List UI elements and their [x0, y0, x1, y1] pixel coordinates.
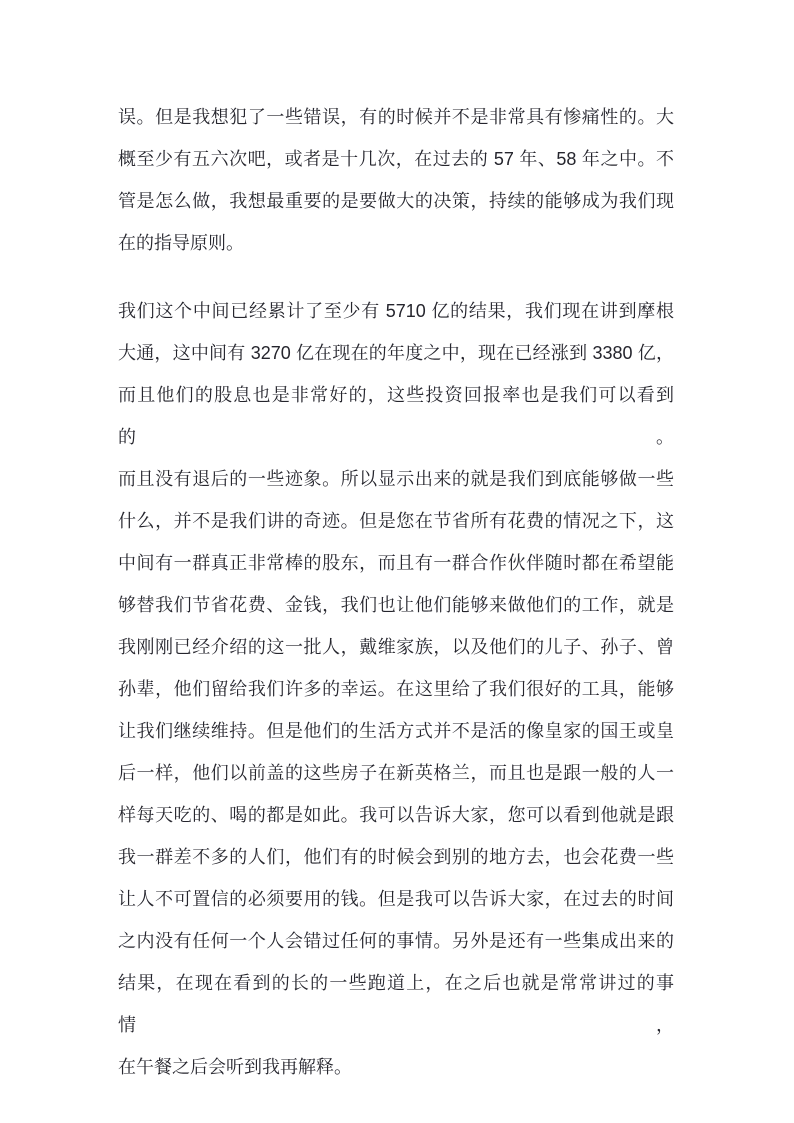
- text-line: 结果，在现在看到的长的一些跑道上，在之后也就是常常讲过的事情，: [118, 973, 674, 1035]
- text-line: 之内没有任何一个人会错过任何的事情。另外是还有一些集成出来的: [118, 931, 674, 951]
- text-line: 让我们继续维持。但是他们的生活方式并不是活的像皇家的国王或皇: [118, 721, 674, 741]
- text-line: 概至少有五六次吧，或者是十几次，在过去的 57 年、58 年之中。不: [118, 149, 674, 169]
- text-line: 在的指导原则。: [118, 233, 244, 253]
- text-line: 管是怎么做，我想最重要的是要做大的决策，持续的能够成为我们现: [118, 191, 674, 211]
- text-line: 够替我们节省花费、金钱，我们也让他们能够来做他们的工作，就是: [118, 595, 674, 615]
- text-line: 而且他们的股息也是非常好的，这些投资回报率也是我们可以看到的。: [118, 385, 674, 447]
- text-line: 我们这个中间已经累计了至少有 5710 亿的结果，我们现在讲到摩根: [118, 301, 674, 321]
- text-line: 而且没有退后的一些迹象。所以显示出来的就是我们到底能够做一些: [118, 469, 674, 489]
- text-line: 我刚刚已经介绍的这一批人，戴维家族，以及他们的儿子、孙子、曾: [118, 637, 674, 657]
- text-line: 误。但是我想犯了一些错误，有的时候并不是非常具有惨痛性的。大: [118, 107, 674, 127]
- text-line: 中间有一群真正非常棒的股东，而且有一群合作伙伴随时都在希望能: [118, 553, 674, 573]
- paragraph: [118, 290, 674, 1088]
- text-line: 在午餐之后会听到我再解释。: [118, 1057, 352, 1077]
- text-line: 样每天吃的、喝的都是如此。我可以告诉大家，您可以看到他就是跟: [118, 805, 674, 825]
- text-line: 孙辈，他们留给我们许多的幸运。在这里给了我们很好的工具，能够: [118, 679, 674, 699]
- paragraph: [118, 96, 674, 264]
- text-line: 我一群差不多的人们，他们有的时候会到别的地方去，也会花费一些: [118, 847, 674, 867]
- text-line: 什么，并不是我们讲的奇迹。但是您在节省所有花费的情况之下，这: [118, 511, 674, 531]
- document-body: [118, 96, 674, 1088]
- text-line: 后一样，他们以前盖的这些房子在新英格兰，而且也是跟一般的人一: [118, 763, 674, 783]
- text-line: 大通，这中间有 3270 亿在现在的年度之中，现在已经涨到 3380 亿，: [118, 343, 674, 363]
- text-line: 让人不可置信的必须要用的钱。但是我可以告诉大家，在过去的时间: [118, 889, 674, 909]
